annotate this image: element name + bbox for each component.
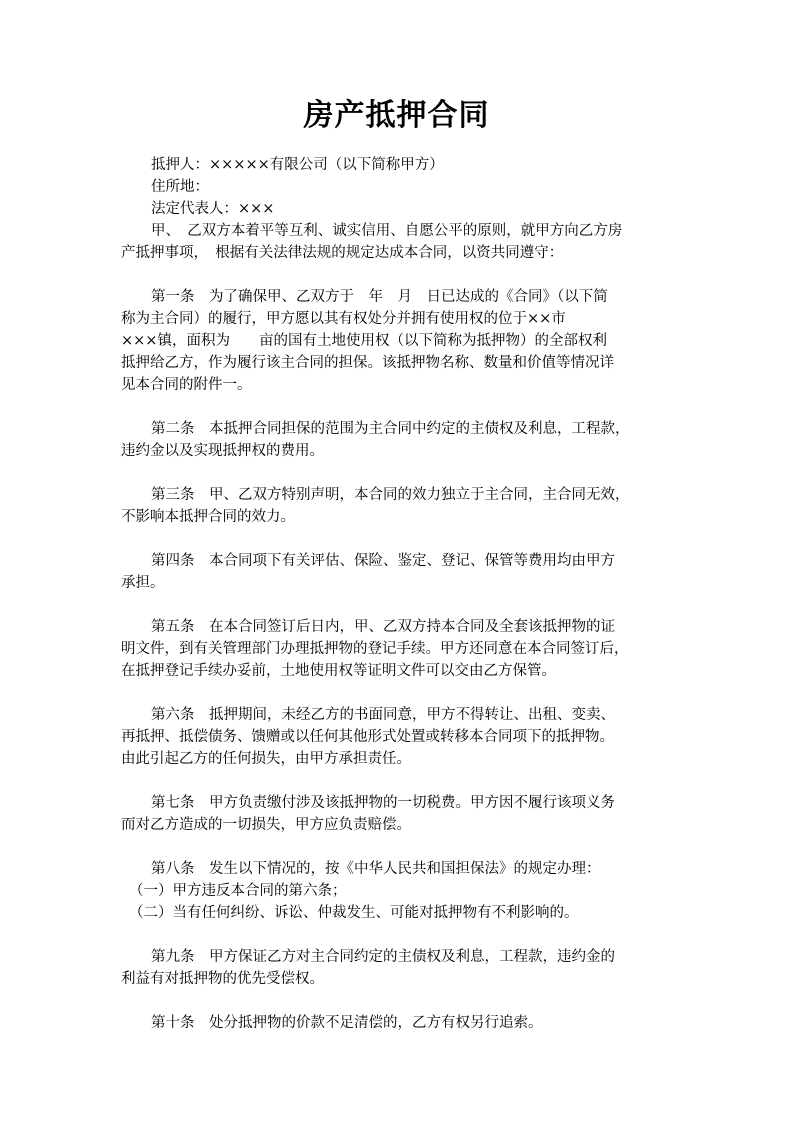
- paragraph-gap: [121, 924, 673, 946]
- article-8-line: 第八条 发生以下情况的，按《中华人民共和国担保法》的规定办理：: [151, 861, 601, 877]
- article-1-line: 第一条 为了确保甲、乙双方于 年 月 日已达成的《合同》（以下简: [151, 289, 608, 305]
- paragraph-gap: [121, 836, 673, 858]
- mortgagor-line: 抵押人：×××××有限公司（以下简称甲方）: [151, 157, 444, 173]
- article-2-line: 违约金以及实现抵押权的费用。: [121, 443, 324, 459]
- article-1-line: ×××镇，面积为 亩的国有土地使用权（以下简称为抵押物）的全部权利: [121, 333, 607, 349]
- article-8-item: （二）当有任何纠纷、诉讼、仲裁发生、可能对抵押物有不利影响的。: [129, 905, 579, 921]
- article-6-line: 再抵押、抵偿债务、馈赠或以任何其他形式处置或转移本合同项下的抵押物。: [121, 729, 614, 745]
- article-4-line: 承担。: [121, 575, 165, 591]
- paragraph-gap: [121, 594, 673, 616]
- article-10-line: 第十条 处分抵押物的价款不足清偿的，乙方有权另行追索。: [151, 1015, 543, 1031]
- article-7-line: 而对乙方造成的一切损失，甲方应负责赔偿。: [121, 817, 411, 833]
- article-6-line: 第六条 抵押期间，未经乙方的书面同意，甲方不得转让、出租、变卖、: [151, 707, 615, 723]
- article-3-line: 不影响本抵押合同的效力。: [121, 509, 295, 525]
- article-5-line: 明文件，到有关管理部门办理抵押物的登记手续。甲方还同意在本合同签订后，: [121, 641, 629, 657]
- article-2-line: 第二条 本抵押合同担保的范围为主合同中约定的主债权及利息，工程款，: [151, 421, 630, 437]
- preamble-line: 产抵押事项， 根据有关法律法规的规定达成本合同，以资共同遵守：: [121, 245, 564, 261]
- paragraph-gap: [121, 396, 673, 418]
- legal-rep-line: 法定代表人：×××: [151, 201, 275, 217]
- article-1-line: 称为主合同）的履行，甲方愿以其有权处分并拥有使用权的位于××市: [121, 311, 566, 327]
- address-line: 住所地：: [151, 179, 209, 195]
- article-5-line: 在抵押登记手续办妥前，土地使用权等证明文件可以交由乙方保管。: [121, 663, 556, 679]
- article-4-line: 第四条 本合同项下有关评估、保险、鉴定、登记、保管等费用均由甲方: [151, 553, 615, 569]
- article-9-line: 利益有对抵押物的优先受偿权。: [121, 971, 324, 987]
- preamble-line: 甲、 乙双方本着平等互利、诚实信用、自愿公平的原则，就甲方向乙方房: [151, 223, 623, 239]
- article-3-line: 第三条 甲、乙双方特别声明，本合同的效力独立于主合同，主合同无效，: [151, 487, 630, 503]
- paragraph-gap: [121, 264, 673, 286]
- article-9-line: 第九条 甲方保证乙方对主合同约定的主债权及利息，工程款，违约金的: [151, 949, 615, 965]
- paragraph-gap: [121, 462, 673, 484]
- article-1-line: 抵押给乙方，作为履行该主合同的担保。该抵押物名称、数量和价值等情况详: [121, 355, 614, 371]
- paragraph-gap: [121, 682, 673, 704]
- paragraph-gap: [121, 770, 673, 792]
- article-7-line: 第七条 甲方负责缴付涉及该抵押物的一切税费。甲方因不履行该项义务: [151, 795, 615, 811]
- document-body: [121, 154, 673, 1034]
- paragraph-gap: [121, 990, 673, 1012]
- article-1-line: 见本合同的附件一。: [121, 377, 252, 393]
- article-6-line: 由此引起乙方的任何损失，由甲方承担责任。: [121, 751, 411, 767]
- article-5-line: 第五条 在本合同签订后日内，甲、乙双方持本合同及全套该抵押物的证: [151, 619, 615, 635]
- article-8-item: （一）甲方违反本合同的第六条；: [129, 883, 347, 899]
- document-title: 房产抵押合同: [303, 98, 490, 133]
- paragraph-gap: [121, 528, 673, 550]
